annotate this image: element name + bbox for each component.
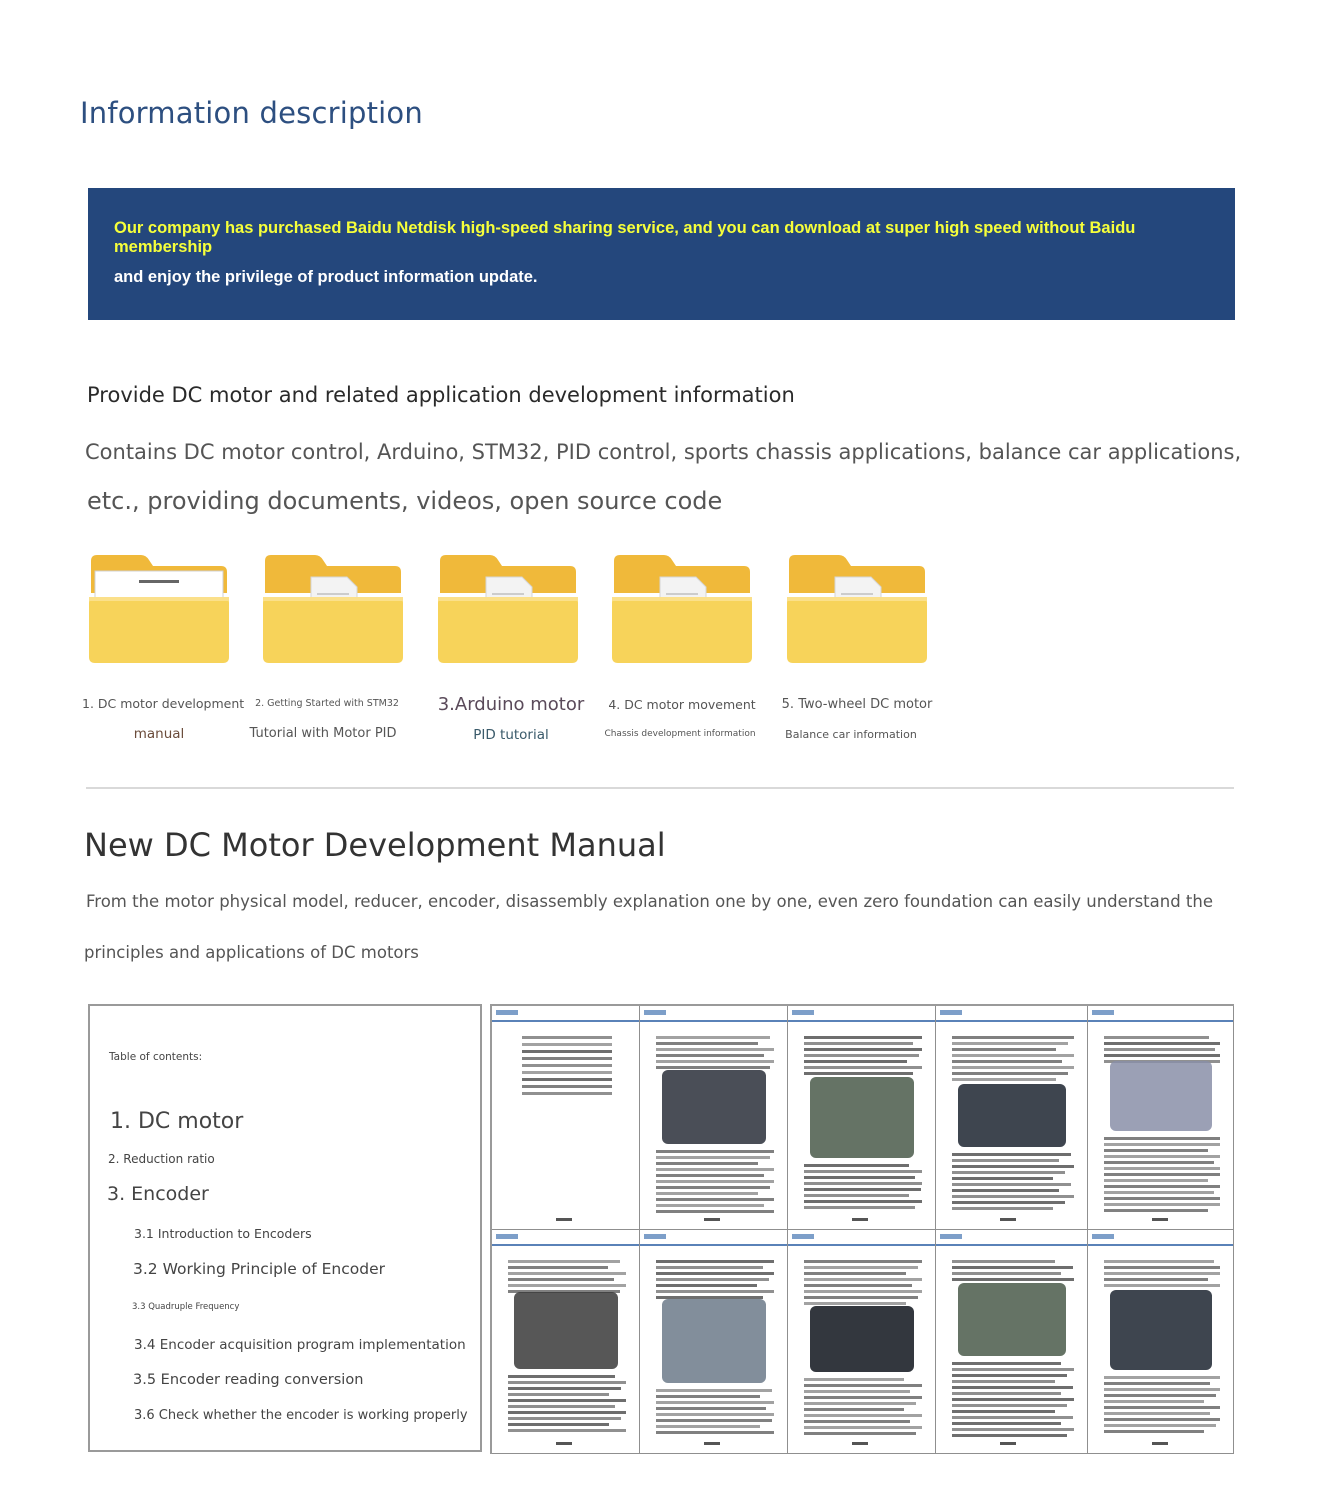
folder-icon (438, 553, 578, 665)
info-banner (88, 188, 1235, 320)
manual-page-thumbnail (788, 1006, 936, 1230)
manual-page-thumbnail (640, 1006, 788, 1230)
section-title: Information description (80, 96, 423, 130)
toc-item-1: 1. DC motor (110, 1109, 244, 1134)
manual-page-thumbnail (936, 1230, 1088, 1454)
banner-line-2: and enjoy the privilege of product information update. (114, 268, 538, 286)
manual-page-thumbnail (1088, 1006, 1234, 1230)
folder-item-4[interactable] (612, 553, 752, 665)
folder-3-label-line-2[interactable]: PID tutorial (473, 727, 549, 743)
manual-title: New DC Motor Development Manual (84, 826, 666, 864)
folder-4-label-line-1[interactable]: 4. DC motor movement (608, 697, 756, 712)
manual-page-thumbnails (490, 1004, 1234, 1454)
toc-item-3: 3. Encoder (107, 1183, 209, 1205)
intro-desc-line-2: etc., providing documents, videos, open source code (87, 487, 723, 515)
toc-panel (88, 1004, 482, 1452)
divider (86, 787, 1234, 789)
folder-item-5[interactable] (787, 553, 927, 665)
toc-item-2: 2. Reduction ratio (108, 1152, 215, 1166)
manual-page-thumbnail (1088, 1230, 1234, 1454)
toc-item-3-1: 3.1 Introduction to Encoders (134, 1226, 312, 1241)
folder-icon (612, 553, 752, 665)
folder-icon (263, 553, 403, 665)
banner-line-1: Our company has purchased Baidu Netdisk high-speed sharing service, and you can download at super high speed without Baidu membership (114, 219, 1136, 256)
manual-page-thumbnail (936, 1006, 1088, 1230)
manual-page-thumbnail (788, 1230, 936, 1454)
toc-label: Table of contents: (109, 1051, 203, 1063)
toc-item-3-6: 3.6 Check whether the encoder is working properly (134, 1408, 468, 1423)
toc-item-3-4: 3.4 Encoder acquisition program implementation (134, 1337, 466, 1353)
manual-page-thumbnail (640, 1230, 788, 1454)
folder-1-label-line-2[interactable]: manual (133, 726, 185, 742)
intro-desc-line-1: Contains DC motor control, Arduino, STM32, PID control, sports chassis applications, balance car applications, (85, 440, 1242, 464)
toc-item-3-2: 3.2 Working Principle of Encoder (133, 1260, 385, 1278)
folder-4-label-line-2[interactable]: Chassis development information (604, 729, 756, 739)
toc-item-3-5: 3.5 Encoder reading conversion (133, 1372, 364, 1388)
folder-5-label-line-2[interactable]: Balance car information (785, 728, 917, 741)
folder-3-label-line-1[interactable]: 3.Arduino motor (437, 694, 585, 715)
manual-page-thumbnail (492, 1230, 640, 1454)
folder-2-label-line-2[interactable]: Tutorial with Motor PID (249, 726, 397, 741)
manual-page-thumbnail (492, 1006, 640, 1230)
folder-icon (787, 553, 927, 665)
folder-item-1[interactable] (89, 553, 229, 665)
folder-item-2[interactable] (263, 553, 403, 665)
intro-heading: Provide DC motor and related application development information (87, 383, 795, 407)
manual-desc-line-2: principles and applications of DC motors (84, 943, 419, 962)
folder-1-label-line-1[interactable]: 1. DC motor development (82, 696, 245, 711)
toc-item-3-3: 3.3 Quadruple Frequency (132, 1302, 240, 1312)
folder-icon (89, 553, 229, 665)
manual-desc-line-1: From the motor physical model, reducer, encoder, disassembly explanation one by one, even zero foundation can easily understand the (86, 892, 1214, 911)
folder-5-label-line-1[interactable]: 5. Two-wheel DC motor (781, 697, 933, 712)
folder-item-3[interactable] (438, 553, 578, 665)
folder-2-label-line-1[interactable]: 2. Getting Started with STM32 (255, 698, 399, 709)
